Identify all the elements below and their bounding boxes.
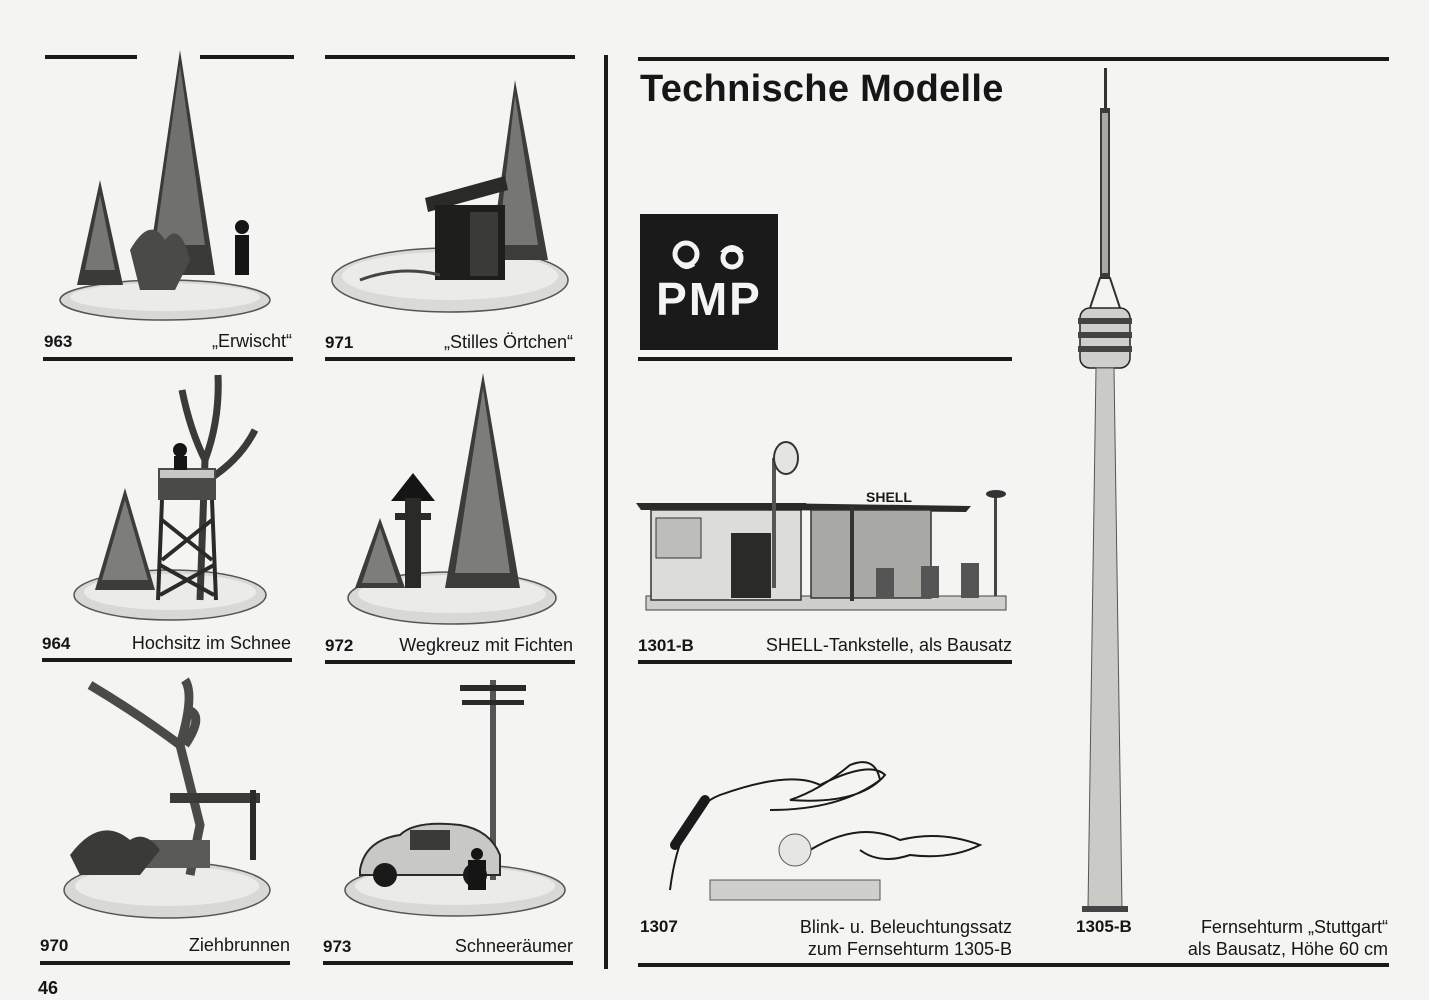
- top-rule-technical: [638, 57, 1389, 61]
- image-970-ziehbrunnen: [60, 675, 275, 925]
- item-caption: Hochsitz im Schnee: [131, 633, 291, 653]
- image-973-schneeraeumer: [340, 670, 570, 925]
- image-971-stilles-oertchen: [330, 80, 570, 320]
- item-number: 1301-B: [638, 636, 694, 655]
- item-caption-line2: als Bausatz, Höhe 60 cm: [1187, 939, 1388, 959]
- item-caption: Ziehbrunnen: [188, 935, 290, 955]
- item-caption: „Stilles Örtchen“: [443, 332, 573, 352]
- item-number: 1307: [640, 917, 678, 936]
- item-number: 972: [325, 636, 354, 655]
- image-964-hochsitz: [70, 370, 270, 625]
- bottom-rule-971: [325, 357, 575, 361]
- item-caption-line1: Fernsehturm „Stuttgart“: [1200, 917, 1388, 937]
- item-number: 973: [323, 937, 352, 956]
- rule-under-logo: [638, 357, 1012, 361]
- logo-text: PMP: [656, 273, 762, 325]
- image-1305-fernsehturm: [1060, 68, 1150, 918]
- item-caption-line1: Blink- u. Beleuchtungssatz: [799, 917, 1012, 937]
- item-caption: Wegkreuz mit Fichten: [399, 635, 573, 655]
- bottom-rule-970: [40, 961, 290, 965]
- shell-sign-text: SHELL: [866, 489, 912, 505]
- bottom-rule-973: [323, 961, 573, 965]
- image-1301-shell-station: [636, 438, 1011, 618]
- top-rule-971: [325, 55, 575, 59]
- item-number: 970: [40, 936, 69, 955]
- item-caption: „Erwischt“: [212, 331, 292, 351]
- section-title: Technische Modelle: [640, 68, 1004, 110]
- page-number: 46: [38, 978, 59, 998]
- bottom-rule-963: [43, 357, 293, 361]
- item-number: 971: [325, 333, 354, 352]
- image-972-wegkreuz: [345, 373, 560, 628]
- bottom-rule-964: [42, 658, 292, 662]
- bottom-rule-1301: [638, 660, 1012, 664]
- item-caption: SHELL-Tankstelle, als Bausatz: [765, 635, 1012, 655]
- item-caption: Schneeräumer: [454, 936, 573, 956]
- bottom-rule-right: [638, 963, 1389, 967]
- item-number: 1305-B: [1076, 917, 1132, 936]
- bottom-rule-972: [325, 660, 575, 664]
- column-divider: [604, 55, 608, 969]
- item-number: 963: [44, 332, 73, 351]
- item-caption-line2: zum Fernsehturm 1305-B: [807, 939, 1012, 959]
- pmp-logo: [640, 214, 778, 350]
- item-number: 964: [42, 634, 71, 653]
- image-963-erwischt: [55, 45, 285, 330]
- image-1307-lighting-set: [660, 750, 990, 905]
